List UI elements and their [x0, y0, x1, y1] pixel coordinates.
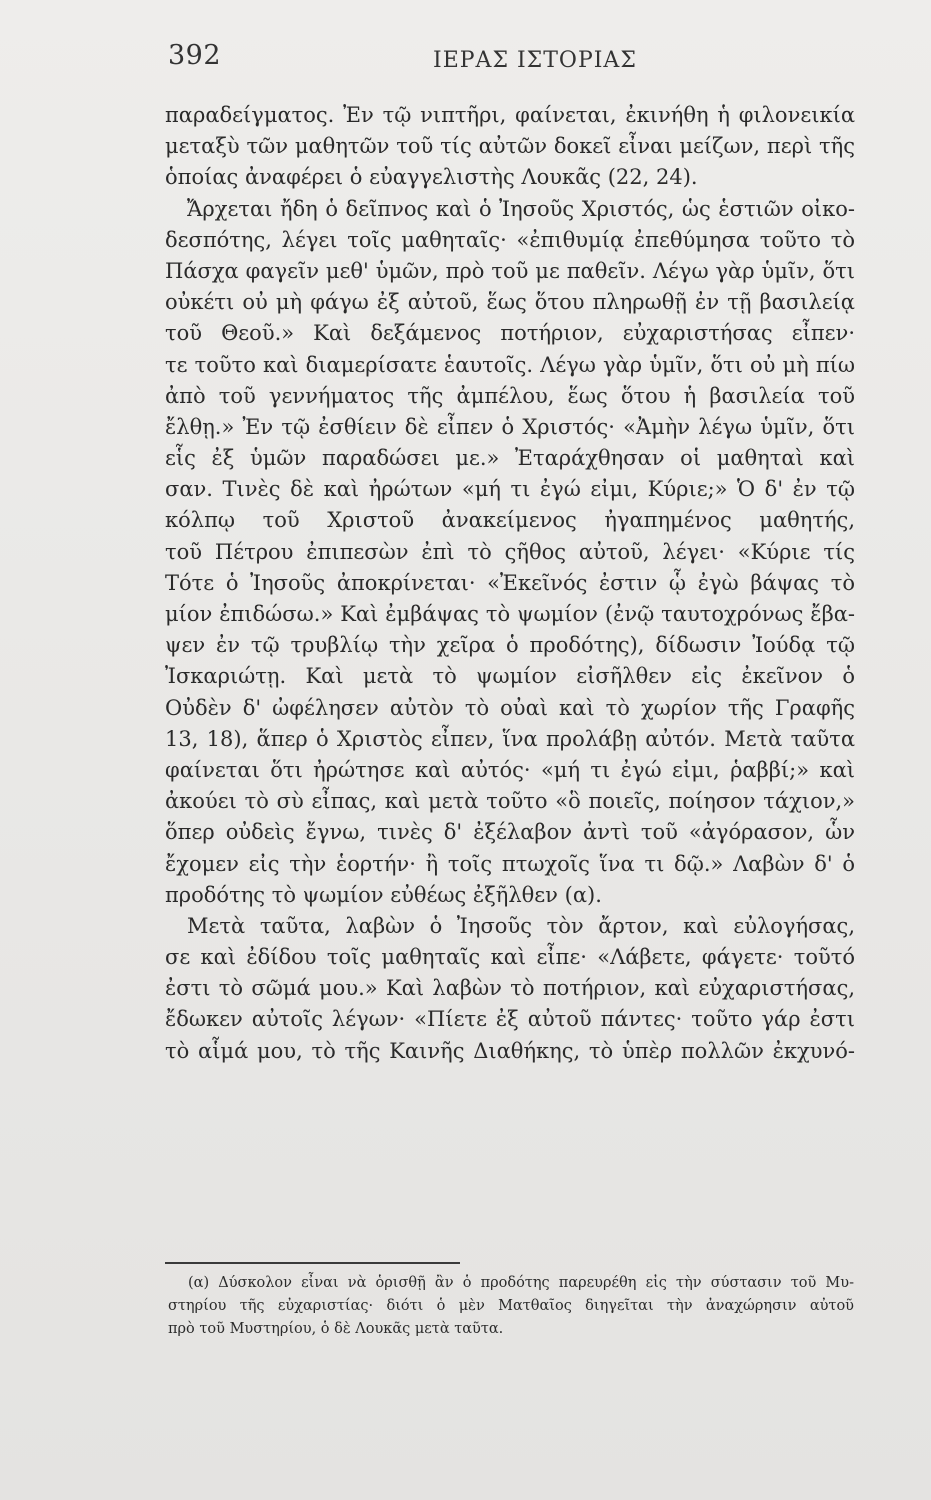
- text-line: 13, 18), ἅπερ ὁ Χριστὸς εἶπεν, ἵνα προλάβῃ αὐτόν. Μετὰ ταῦτα: [165, 726, 855, 751]
- text-line: Οὐδὲν δ' ὠφέλησεν αὐτὸν τὸ οὐαὶ καὶ τὸ χωρίον τῆς Γραφῆς: [165, 695, 855, 720]
- text-line: τοῦ Πέτρου ἐπιπεσὼν ἐπὶ τὸ ςῆθος αὐτοῦ, λέγει· «Κύριε τίς: [165, 539, 855, 564]
- text-line: ψεν ἐν τῷ τρυβλίῳ τὴν χεῖρα ὁ προδότης), δίδωσιν Ἰούδᾳ τῷ: [165, 633, 855, 658]
- text-line: φαίνεται ὅτι ἠρώτησε καὶ αὐτός· «μή τι ἐγώ εἰμι, ῥαββί;» καὶ: [165, 757, 855, 782]
- text-line: μεταξὺ τῶν μαθητῶν τοῦ τίς αὐτῶν δοκεῖ εἶναι μείζων, περὶ τῆς: [165, 134, 855, 159]
- footnote-rule: [165, 1262, 460, 1264]
- text-line: δεσπότης, λέγει τοῖς μαθηταῖς· «ἐπιθυμίᾳ ἐπεθύμησα τοῦτο τὸ: [165, 227, 855, 252]
- text-line: σε καὶ ἐδίδου τοῖς μαθηταῖς καὶ εἶπε· «Λάβετε, φάγετε· τοῦτό: [165, 945, 855, 970]
- text-line: τε τοῦτο καὶ διαμερίσατε ἑαυτοῖς. Λέγω γὰρ ὑμῖν, ὅτι οὐ μὴ πίω: [165, 352, 855, 377]
- paragraph-start-line: Μετὰ ταῦτα, λαβὼν ὁ Ἰησοῦς τὸν ἄρτον, καὶ εὐλογήσας,: [187, 913, 855, 938]
- text-line: προδότης τὸ ψωμίον εὐθέως ἐξῆλθεν (α).: [165, 882, 602, 907]
- text-line: ὁποίας ἀναφέρει ὁ εὐαγγελιστὴς Λουκᾶς (22, 24).: [165, 165, 698, 190]
- text-line: μίον ἐπιδώσω.» Καὶ ἐμβάψας τὸ ψωμίον (ἐνῷ ταυτοχρόνως ἔβα-: [165, 602, 855, 626]
- text-line: εἷς ἐξ ὑμῶν παραδώσει με.» Ἐταράχθησαν οἱ μαθηταὶ καὶ: [165, 446, 855, 471]
- text-line: ἔχομεν εἰς τὴν ἑορτήν· ἢ τοῖς πτωχοῖς ἵνα τι δῷ.» Λαβὼν δ' ὁ: [165, 851, 855, 876]
- footnote-line: (α) Δύσκολον εἶναι νὰ ὁρισθῇ ἂν ὁ προδότης παρευρέθη εἰς τὴν σύστασιν τοῦ Μυ-: [188, 1275, 854, 1291]
- footnote-line: στηρίου τῆς εὐχαριστίας· διότι ὁ μὲν Ματθαῖος διηγεῖται τὴν ἀναχώρησιν αὐτοῦ: [168, 1298, 854, 1314]
- text-line: Πάσχα φαγεῖν μεθ' ὑμῶν, πρὸ τοῦ με παθεῖν. Λέγω γὰρ ὑμῖν, ὅτι: [165, 258, 855, 283]
- page-number: 392: [168, 40, 222, 71]
- footnotes: [168, 1272, 854, 1341]
- text-line: ἔδωκεν αὐτοῖς λέγων· «Πίετε ἐξ αὐτοῦ πάντες· τοῦτο γάρ ἐστι: [165, 1007, 855, 1032]
- running-head: [168, 40, 858, 80]
- paragraph-start-line: Ἄρχεται ἤδη ὁ δεῖπνος καὶ ὁ Ἰησοῦς Χριστός, ὡς ἑστιῶν οἰκο-: [187, 196, 855, 221]
- text-line: ἀπὸ τοῦ γεννήματος τῆς ἀμπέλου, ἕως ὅτου ἡ βασιλεία τοῦ: [165, 383, 855, 408]
- text-line: Ἰσκαριώτῃ. Καὶ μετὰ τὸ ψωμίον εἰσῆλθεν εἰς ἐκεῖνον ὁ: [165, 664, 855, 689]
- text-line: σαν. Τινὲς δὲ καὶ ἠρώτων «μή τι ἐγώ εἰμι, Κύριε;» Ὁ δ' ἐν τῷ: [165, 477, 855, 502]
- text-line: κόλπῳ τοῦ Χριστοῦ ἀνακείμενος ἠγαπημένος μαθητής,: [165, 508, 855, 533]
- text-line: ὅπερ οὐδεὶς ἔγνω, τινὲς δ' ἐξέλαβον ἀντὶ τοῦ «ἀγόρασον, ὧν: [165, 820, 855, 845]
- body-text: [165, 100, 855, 1067]
- footnote-line: πρὸ τοῦ Μυστηρίου, ὁ δὲ Λουκᾶς μετὰ ταῦτα.: [168, 1321, 504, 1337]
- text-line: οὐκέτι οὐ μὴ φάγω ἐξ αὐτοῦ, ἕως ὅτου πληρωθῇ ἐν τῇ βασιλείᾳ: [165, 290, 855, 315]
- text-line: ἀκούει τὸ σὺ εἶπας, καὶ μετὰ τοῦτο «ὃ ποιεῖς, ποίησον τάχιον,»: [165, 789, 855, 814]
- text-line: τὸ αἷμά μου, τὸ τῆς Καινῆς Διαθήκης, τὸ ὑπὲρ πολλῶν ἐκχυνό-: [165, 1038, 855, 1063]
- text-line: παραδείγματος. Ἐν τῷ νιπτῆρι, φαίνεται, ἐκινήθη ἡ φιλονεικία: [165, 103, 855, 127]
- text-line: ἐστι τὸ σῶμά μου.» Καὶ λαβὼν τὸ ποτήριον, καὶ εὐχαριστήσας,: [165, 976, 855, 1001]
- text-line: ἔλθῃ.» Ἐν τῷ ἐσθίειν δὲ εἶπεν ὁ Χριστός· «Ἀμὴν λέγω ὑμῖν, ὅτι: [165, 414, 855, 439]
- text-line: Τότε ὁ Ἰησοῦς ἀποκρίνεται· «Ἐκεῖνός ἐστιν ᾧ ἐγὼ βάψας τὸ: [165, 570, 855, 595]
- text-line: τοῦ Θεοῦ.» Καὶ δεξάμενος ποτήριον, εὐχαριστήσας εἶπεν·: [165, 321, 855, 346]
- running-title: ΙΕΡΑΣ ΙΣΤΟΡΙΑΣ: [433, 48, 637, 73]
